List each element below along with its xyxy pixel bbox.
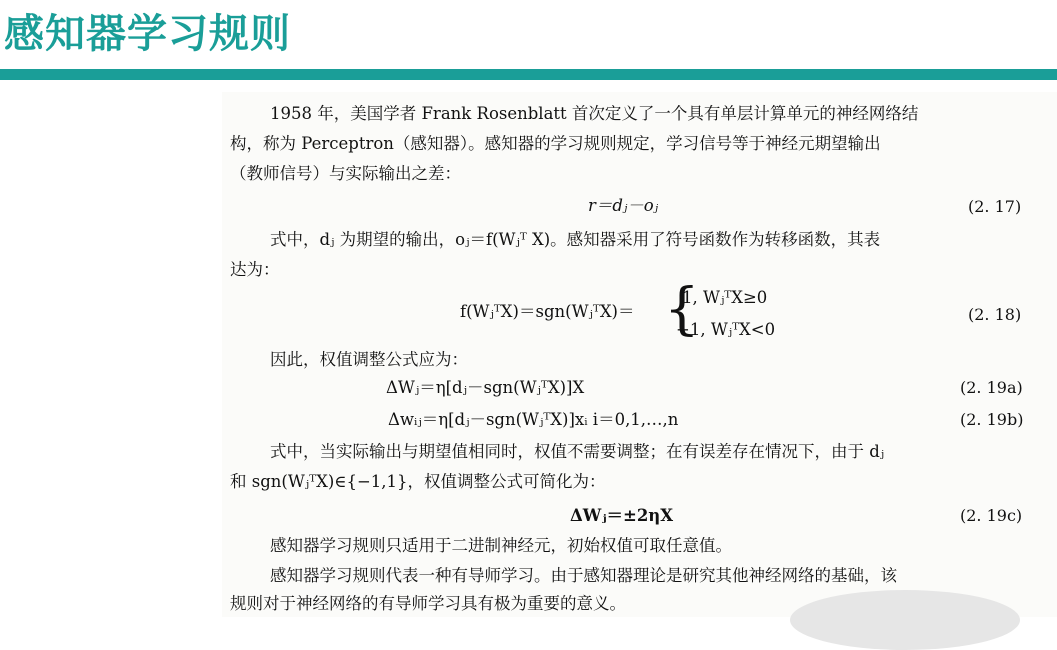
- para6-line2: 规则对于神经网络的有导师学习具有极为重要的意义。: [230, 594, 626, 613]
- equation-2-19b: Δwᵢⱼ＝η[dⱼ－sgn(WⱼᵀX)]xᵢ i＝0,1,…,n: [388, 410, 679, 429]
- equation-2-17: r＝dⱼ－oⱼ: [588, 196, 659, 215]
- equation-2-18-case2: −1, WⱼᵀX<0: [676, 320, 776, 339]
- equation-number-2-18: (2. 18): [968, 305, 1022, 324]
- para5: 感知器学习规则只适用于二进制神经元，初始权值可取任意值。: [270, 536, 732, 555]
- para3: 因此，权值调整公式应为：: [270, 350, 468, 369]
- para2-line1: 式中，dⱼ 为期望的输出，oⱼ＝f(Wⱼᵀ X)。感知器采用了符号函数作为转移函数，其表: [270, 230, 881, 249]
- para1-line1: 1958 年，美国学者 Frank Rosenblatt 首次定义了一个具有单层计算单元的神经网络结: [270, 104, 919, 123]
- equation-number-2-19b: (2. 19b): [960, 410, 1024, 429]
- page-title: 感知器学习规则: [4, 11, 291, 57]
- equation-2-19a: ΔWⱼ＝η[dⱼ－sgn(WⱼᵀX)]X: [386, 378, 585, 397]
- para1-line2: 构，称为 Perceptron（感知器）。感知器的学习规则规定，学习信号等于神经元期望输出: [230, 134, 881, 153]
- case-brace: {: [664, 277, 700, 342]
- para4-line1: 式中，当实际输出与期望值相同时，权值不需要调整；在有误差存在情况下，由于 dⱼ: [270, 442, 885, 461]
- equation-number-2-19a: (2. 19a): [960, 378, 1023, 397]
- para1-line3: （教师信号）与实际输出之差：: [230, 164, 461, 183]
- para6-line1: 感知器学习规则代表一种有导师学习。由于感知器理论是研究其他神经网络的基础，该: [270, 566, 897, 585]
- title-underline: [0, 69, 1057, 80]
- equation-2-18-case1: 1, WⱼᵀX≥0: [682, 288, 768, 307]
- equation-2-19c: ΔWⱼ＝±2ηX: [570, 506, 674, 525]
- decorative-blob: [790, 590, 1020, 650]
- equation-number-2-17: (2. 17): [968, 197, 1022, 216]
- equation-number-2-19c: (2. 19c): [960, 506, 1023, 525]
- para2-line2: 达为：: [230, 260, 280, 279]
- para4-line2: 和 sgn(WⱼᵀX)∈{−1,1}，权值调整公式可简化为：: [230, 472, 606, 491]
- equation-2-18-lhs: f(WⱼᵀX)＝sgn(WⱼᵀX)＝: [460, 302, 635, 321]
